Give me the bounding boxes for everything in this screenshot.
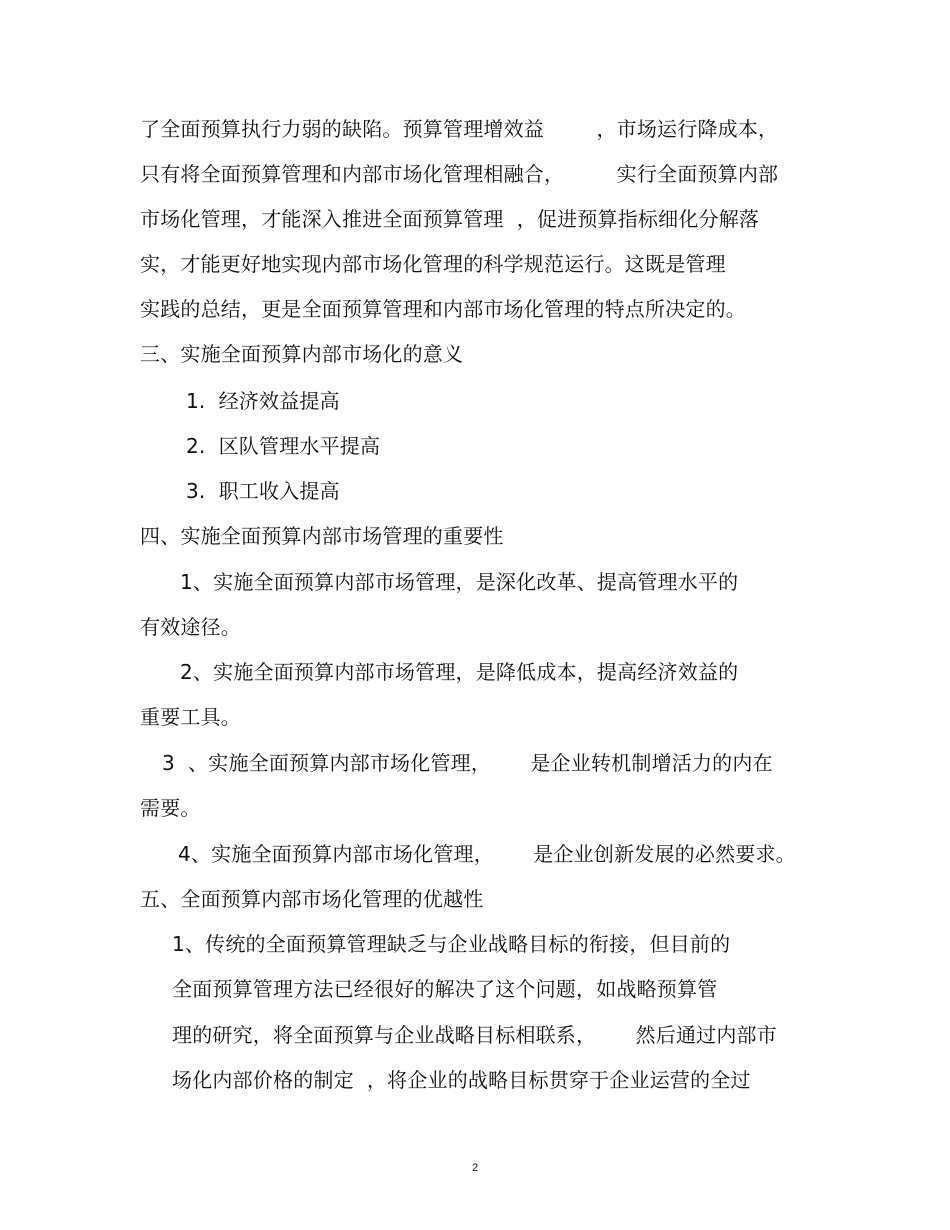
paragraph-line: 需要。 (140, 796, 201, 820)
paragraph-line: 只有将全面预算管理和内部市场化管理相融合， 实行全面预算内部 (140, 162, 779, 186)
page-number: 2 (471, 1162, 479, 1174)
list-item: 3. 职工收入提高 (186, 479, 340, 503)
paragraph-line: 实践的总结，更是全面预算管理和内部市场化管理的特点所决定的。 (140, 297, 746, 321)
list-item: 1. 经济效益提高 (186, 389, 340, 413)
paragraph-line: 1、传统的全面预算管理缺乏与企业战略目标的衔接，但目前的 (172, 932, 731, 956)
paragraph-line: 了全面预算执行力弱的缺陷。预算管理增效益 ，市场运行降成本， (140, 117, 779, 141)
paragraph-line: 重要工具。 (140, 705, 241, 729)
paragraph-line: 理的研究，将全面预算与企业战略目标相联系， 然后通过内部市 (172, 1023, 777, 1047)
paragraph-line: 1、实施全面预算内部市场管理，是深化改革、提高管理水平的 (180, 570, 739, 594)
paragraph-line: 3 、实施全面预算内部市场化管理， 是企业转机制增活力的内在 (162, 751, 773, 775)
paragraph-line: 有效途径。 (140, 615, 241, 639)
paragraph-line: 市场化管理，才能深入推进全面预算管理 ，促进预算指标细化分解落 (140, 207, 760, 231)
list-item: 2. 区队管理水平提高 (186, 434, 381, 458)
paragraph-line: 场化内部价格的制定 ，将企业的战略目标贯穿于企业运营的全过 (172, 1068, 751, 1092)
section-heading: 三、实施全面预算内部市场化的意义 (140, 342, 464, 366)
section-heading: 四、实施全面预算内部市场管理的重要性 (140, 524, 504, 548)
section-heading: 五、全面预算内部市场化管理的优越性 (140, 887, 484, 911)
paragraph-line: 实，才能更好地实现内部市场化管理的科学规范运行。这既是管理 (140, 252, 726, 276)
paragraph-line: 全面预算管理方法已经很好的解决了这个问题，如战略预算管 (172, 977, 718, 1001)
paragraph-line: 2、实施全面预算内部市场管理，是降低成本，提高经济效益的 (180, 660, 739, 684)
paragraph-line: 4、实施全面预算内部市场化管理， 是企业创新发展的必然要求。 (178, 842, 796, 866)
